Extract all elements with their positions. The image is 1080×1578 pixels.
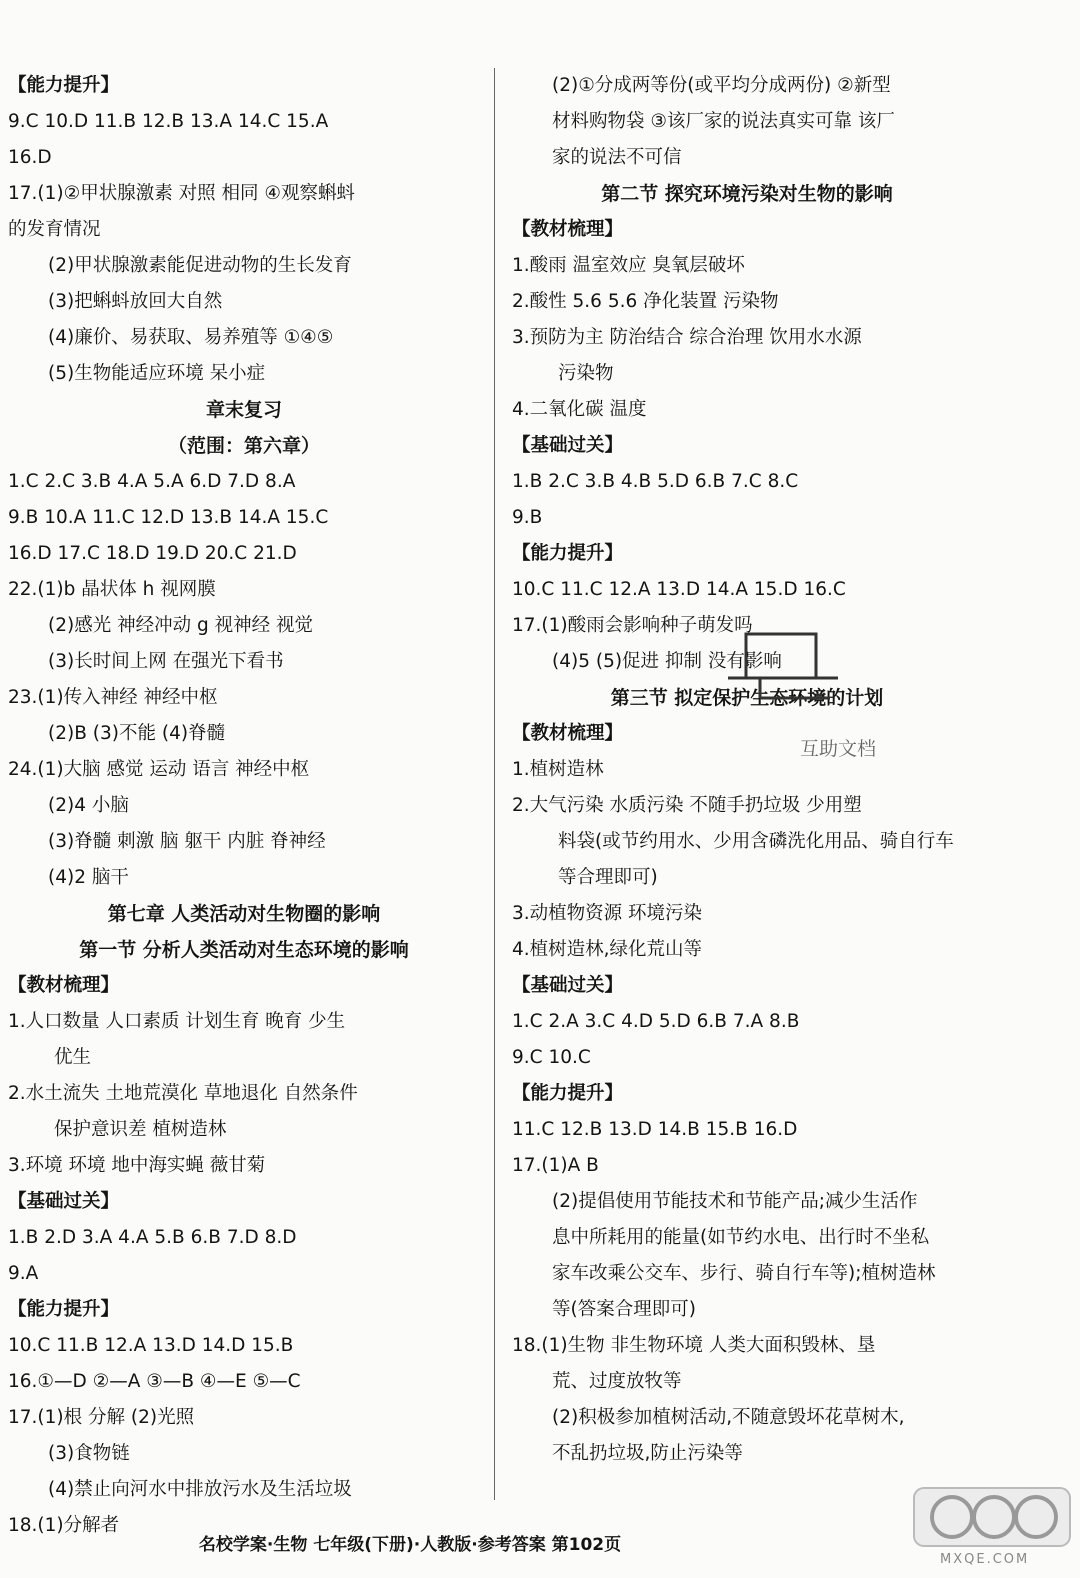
left-line: (2)感光 神经冲动 g 视神经 视觉 [48, 615, 313, 636]
left-line: (2)4 小脑 [48, 795, 129, 816]
left-line: 16.①—D ②—A ③—B ④—E ⑤—C [8, 1371, 301, 1392]
right-column [512, 68, 982, 1472]
left-line: 【教材梳理】 [8, 975, 120, 996]
right-line: 17.(1)A B [512, 1155, 599, 1176]
left-line: 1.C 2.C 3.B 4.A 5.A 6.D 7.D 8.A [8, 471, 296, 492]
left-line: 3.环境 环境 地中海实蝇 薇甘菊 [8, 1155, 266, 1176]
left-line: 【能力提升】 [8, 75, 120, 96]
stamp-text: 互助文档 [800, 738, 877, 760]
left-line: 9.C 10.D 11.B 12.B 13.A 14.C 15.A [8, 111, 329, 132]
right-line: 9.B [512, 507, 543, 528]
right-line: (2)积极参加植树活动,不随意毁坏花草树木, [552, 1407, 905, 1428]
left-line: 章末复习 [205, 399, 282, 421]
right-line: 4.二氧化碳 温度 [512, 399, 647, 420]
right-line: 17.(1)酸雨会影响种子萌发吗 [512, 615, 753, 636]
left-line: (4)廉价、易获取、易养殖等 ①④⑤ [48, 327, 334, 348]
right-line: (4)5 (5)促进 抑制 没有影响 [552, 651, 782, 672]
right-line: 【教材梳理】 [512, 219, 624, 240]
right-line: 家的说法不可信 [552, 147, 682, 168]
left-line: (3)长时间上网 在强光下看书 [48, 651, 284, 672]
right-line: 材料购物袋 ③该厂家的说法真实可靠 该厂 [552, 111, 895, 132]
right-line: 18.(1)生物 非生物环境 人类大面积毁林、垦 [512, 1335, 876, 1356]
right-line: 【基础过关】 [512, 435, 624, 456]
left-line: 24.(1)大脑 感觉 运动 语言 神经中枢 [8, 759, 310, 780]
right-line: 3.预防为主 防治结合 综合治理 饮用水水源 [512, 327, 862, 348]
left-line: (2)B (3)不能 (4)脊髓 [48, 723, 226, 744]
left-line: (5)生物能适应环境 呆小症 [48, 363, 266, 384]
right-line: (2)①分成两等份(或平均分成两份) ②新型 [552, 75, 891, 96]
right-line: 【能力提升】 [512, 1083, 624, 1104]
right-line: 【基础过关】 [512, 975, 624, 996]
right-line: 4.植树造林,绿化荒山等 [512, 939, 703, 960]
left-line: 【能力提升】 [8, 1299, 120, 1320]
left-line: (2)甲状腺激素能促进动物的生长发育 [48, 255, 352, 276]
left-line: 10.C 11.B 12.A 13.D 14.D 15.B [8, 1335, 294, 1356]
right-line: 家车改乘公交车、步行、骑自行车等);植树造林 [552, 1263, 936, 1284]
right-line: 污染物 [558, 363, 614, 384]
right-line: 荒、过度放牧等 [552, 1371, 682, 1392]
left-line: (3)食物链 [48, 1443, 130, 1464]
right-line: 3.动植物资源 环境污染 [512, 903, 703, 924]
right-line: 11.C 12.B 13.D 14.B 15.B 16.D [512, 1119, 798, 1140]
left-line: 22.(1)b 晶状体 h 视网膜 [8, 579, 216, 600]
left-line: 第七章 人类活动对生物圈的影响 [107, 903, 381, 925]
left-line: 9.B 10.A 11.C 12.D 13.B 14.A 15.C [8, 507, 329, 528]
right-line: 第三节 拟定保护生态环境的计划 [610, 687, 884, 709]
left-line: (4)2 脑干 [48, 867, 129, 888]
right-line: 不乱扔垃圾,防止污染等 [552, 1443, 743, 1464]
right-line: 料袋(或节约用水、少用含磷洗化用品、骑自行车 [558, 831, 954, 852]
left-line: (3)把蝌蚪放回大自然 [48, 291, 223, 312]
watermark-text: MXQE.COM [940, 1552, 1030, 1567]
left-line: (3)脊髓 刺激 脑 躯干 内脏 脊神经 [48, 831, 326, 852]
right-line: 等(答案合理即可) [552, 1299, 696, 1320]
left-line: 23.(1)传入神经 神经中枢 [8, 687, 218, 708]
right-line: 9.C 10.C [512, 1047, 591, 1068]
right-line: 1.植树造林 [512, 759, 604, 780]
right-line: 【能力提升】 [512, 543, 624, 564]
column-divider [494, 68, 495, 1500]
left-line: （范围：第六章） [167, 435, 320, 457]
left-line: 1.人口数量 人口素质 计划生育 晚育 少生 [8, 1011, 346, 1032]
left-line: 16.D 17.C 18.D 19.D 20.C 21.D [8, 543, 297, 564]
left-line: 16.D [8, 147, 52, 168]
page-footer [30, 1530, 790, 1555]
left-line: 保护意识差 植树造林 [54, 1119, 227, 1140]
right-line: 2.酸性 5.6 5.6 净化装置 污染物 [512, 291, 779, 312]
left-line: 9.A [8, 1263, 39, 1284]
right-line: 【教材梳理】 [512, 723, 624, 744]
left-line: (4)禁止向河水中排放污水及生活垃圾 [48, 1479, 352, 1500]
left-line: 第一节 分析人类活动对生态环境的影响 [79, 939, 409, 961]
left-line: 1.B 2.D 3.A 4.A 5.B 6.B 7.D 8.D [8, 1227, 297, 1248]
left-line: 2.水土流失 土地荒漠化 草地退化 自然条件 [8, 1083, 358, 1104]
left-line: 优生 [54, 1047, 92, 1068]
right-line: 第二节 探究环境污染对生物的影响 [601, 183, 893, 205]
left-line: 17.(1)②甲状腺激素 对照 相同 ④观察蝌蚪 [8, 183, 355, 204]
left-column [8, 68, 480, 1544]
right-line: (2)提倡使用节能技术和节能产品;减少生活作 [552, 1191, 918, 1212]
footer-text: 名校学案·生物 七年级(下册)·人教版·参考答案 第102页 [198, 1535, 622, 1555]
right-line: 1.B 2.C 3.B 4.B 5.D 6.B 7.C 8.C [512, 471, 799, 492]
right-line: 息中所耗用的能量(如节约水电、出行时不坐私 [552, 1227, 930, 1248]
right-line: 2.大气污染 水质污染 不随手扔垃圾 少用塑 [512, 795, 862, 816]
left-line: 【基础过关】 [8, 1191, 120, 1212]
right-line: 10.C 11.C 12.A 13.D 14.A 15.D 16.C [512, 579, 846, 600]
right-line: 1.C 2.A 3.C 4.D 5.D 6.B 7.A 8.B [512, 1011, 800, 1032]
left-line: 的发育情况 [8, 219, 101, 240]
right-line: 1.酸雨 温室效应 臭氧层破坏 [512, 255, 745, 276]
left-line: 18.(1)分解者 [8, 1515, 120, 1536]
left-line: 17.(1)根 分解 (2)光照 [8, 1407, 195, 1428]
right-line: 等合理即可) [558, 867, 658, 888]
